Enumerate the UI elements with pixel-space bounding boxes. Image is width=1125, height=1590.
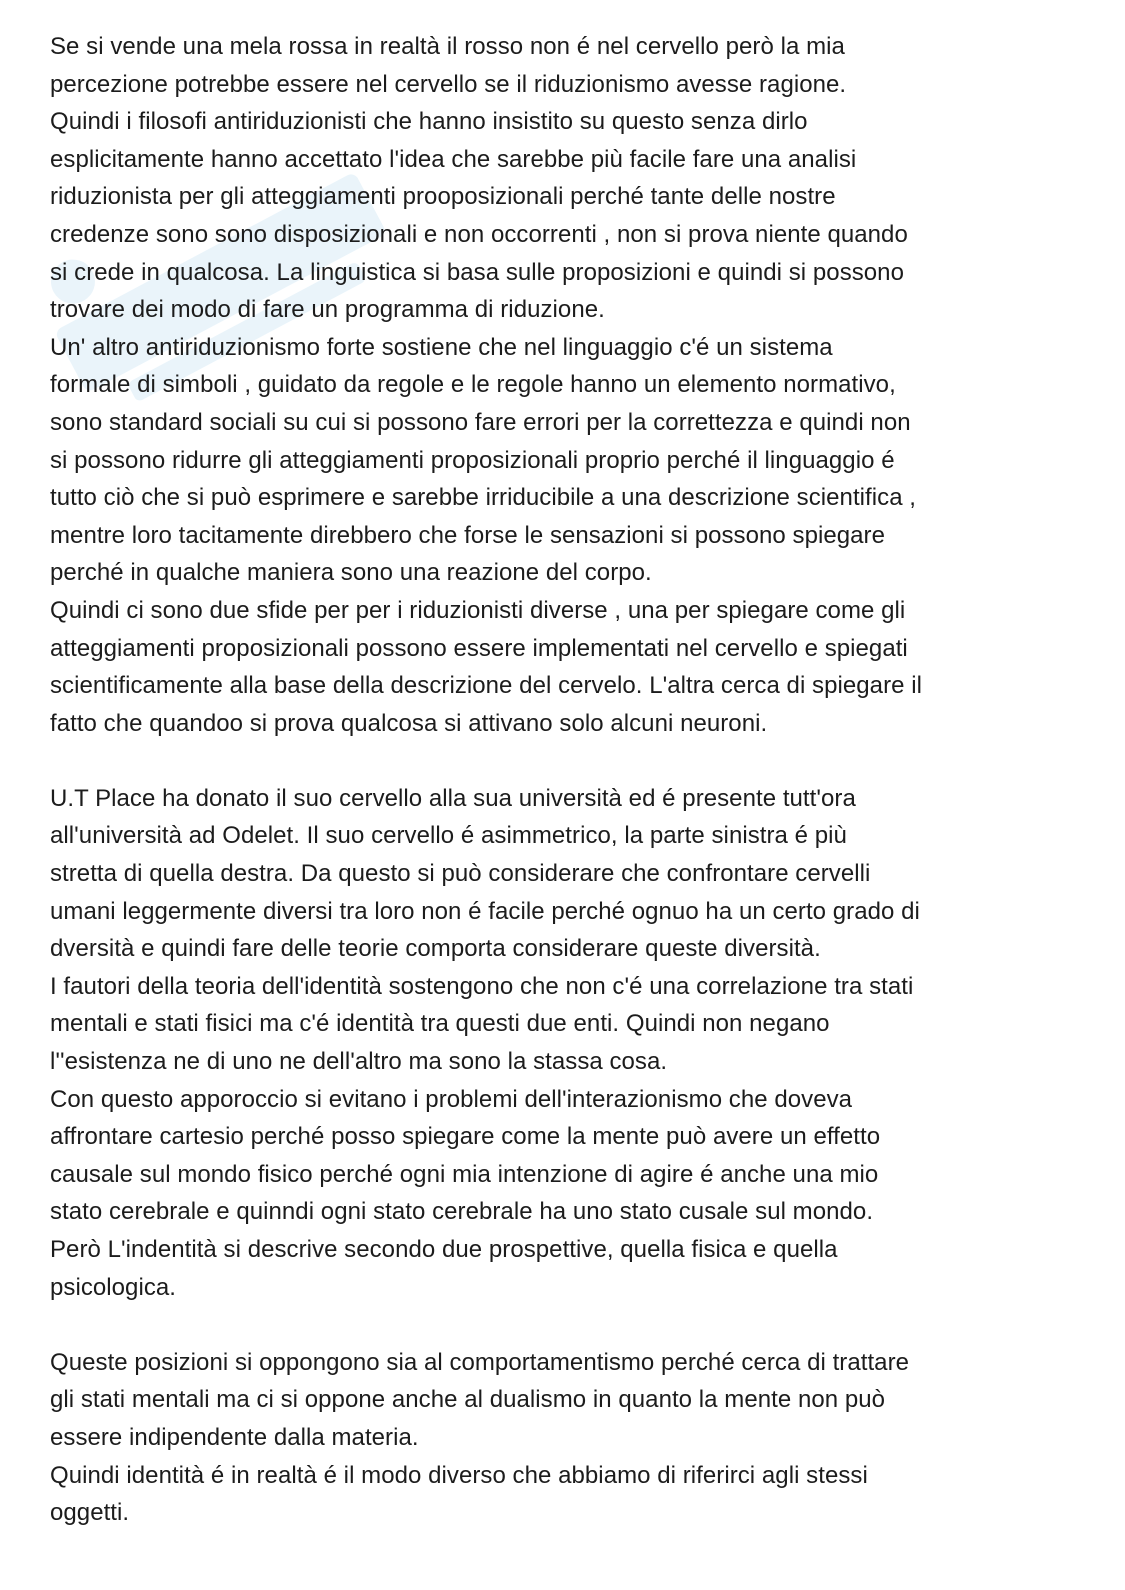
text-line: oggetti.	[50, 1499, 130, 1527]
text-line: atteggiamenti proposizionali possono essere implementati nel cervello e spiegati	[50, 634, 908, 662]
text-line: Queste posizioni si oppongono sia al comportamentismo perché cerca di trattare	[50, 1348, 910, 1376]
text-line: all'università ad Odelet. Il suo cervello é asimmetrico, la parte sinistra é più	[50, 822, 847, 850]
text-line: stato cerebrale e quinndi ogni stato cerebrale ha uno stato cusale sul mondo.	[50, 1198, 874, 1226]
text-line: Però L'indentità si descrive secondo due prospettive, quella fisica e quella	[50, 1236, 838, 1263]
text-line: mentre loro tacitamente direbbero che forse le sensazioni si possono spiegare	[50, 521, 885, 549]
text-line: dversità e quindi fare delle teorie comporta considerare queste diversità.	[50, 935, 821, 963]
text-line: Con questo apporoccio si evitano i problemi dell'interazionismo che doveva	[50, 1085, 853, 1113]
text-line: umani leggermente diversi tra loro non é facile perché ognuo ha un certo grado di	[50, 897, 920, 925]
text-line: stretta di quella destra. Da questo si può considerare che confrontare cervelli	[50, 860, 871, 888]
text-line: essere indipendente dalla materia.	[50, 1423, 419, 1451]
text-line: percezione potrebbe essere nel cervello se il riduzionismo avesse ragione.	[50, 70, 847, 98]
text-line: scientificamente alla base della descrizione del cervelo. L'altra cerca di spiegare il	[50, 672, 923, 700]
text-line: sono standard sociali su cui si possono fare errori per la correttezza e quindi non	[50, 408, 911, 436]
text-line: I fautori della teoria dell'identità sostengono che non c'é una correlazione tra stati	[50, 972, 914, 1000]
text-line: si crede in qualcosa. La linguistica si basa sulle proposizioni e quindi si possono	[50, 258, 904, 286]
text-line: Se si vende una mela rossa in realtà il rosso non é nel cervello però la mia	[50, 33, 845, 60]
text-line: perché in qualche maniera sono una reazione del corpo.	[50, 559, 652, 587]
text-line: credenze sono sono disposizionali e non occorrenti , non si prova niente quando	[50, 220, 908, 248]
text-line: Quindi identità é in realtà é il modo diverso che abbiamo di riferirci agli stessi	[50, 1461, 868, 1489]
text-line: fatto che quandoo si prova qualcosa si attivano solo alcuni neuroni.	[50, 709, 768, 737]
text-line: trovare dei modo di fare un programma di riduzione.	[50, 296, 605, 324]
text-line: formale di simboli , guidato da regole e le regole hanno un elemento normativo,	[50, 371, 896, 399]
document-body	[50, 28, 1100, 1532]
text-line: gli stati mentali ma ci si oppone anche al dualismo in quanto la mente non può	[50, 1386, 886, 1414]
text-line: esplicitamente hanno accettato l'idea che sarebbe più facile fare una analisi	[50, 145, 857, 173]
text-line: Un' altro antiriduzionismo forte sostiene che nel linguaggio c'é un sistema	[50, 333, 833, 361]
text-line: affrontare cartesio perché posso spiegare come la mente può avere un effetto	[50, 1123, 881, 1151]
text-line: tutto ciò che si può esprimere e sarebbe irriducibile a una descrizione scientifica ,	[50, 484, 917, 512]
paragraph-gap	[50, 1306, 1100, 1344]
text-line: l''esistenza ne di uno ne dell'altro ma sono la stassa cosa.	[50, 1048, 668, 1076]
text-line: mentali e stati fisici ma c'é identità tra questi due enti. Quindi non negano	[50, 1010, 830, 1038]
paragraph-gap	[50, 742, 1100, 780]
text-line: psicologica.	[50, 1273, 177, 1301]
text-line: causale sul mondo fisico perché ogni mia intenzione di agire é anche una mio	[50, 1160, 879, 1188]
text-line: Quindi ci sono due sfide per per i riduzionisti diverse , una per spiegare come gli	[50, 596, 906, 624]
text-line: riduzionista per gli atteggiamenti prooposizionali perché tante delle nostre	[50, 183, 836, 211]
text-line: Quindi i filosofi antiriduzionisti che hanno insistito su questo senza dirlo	[50, 108, 808, 136]
text-line: si possono ridurre gli atteggiamenti proposizionali proprio perché il linguaggio é	[50, 446, 895, 474]
text-line: U.T Place ha donato il suo cervello alla sua università ed é presente tutt'ora	[50, 784, 856, 812]
